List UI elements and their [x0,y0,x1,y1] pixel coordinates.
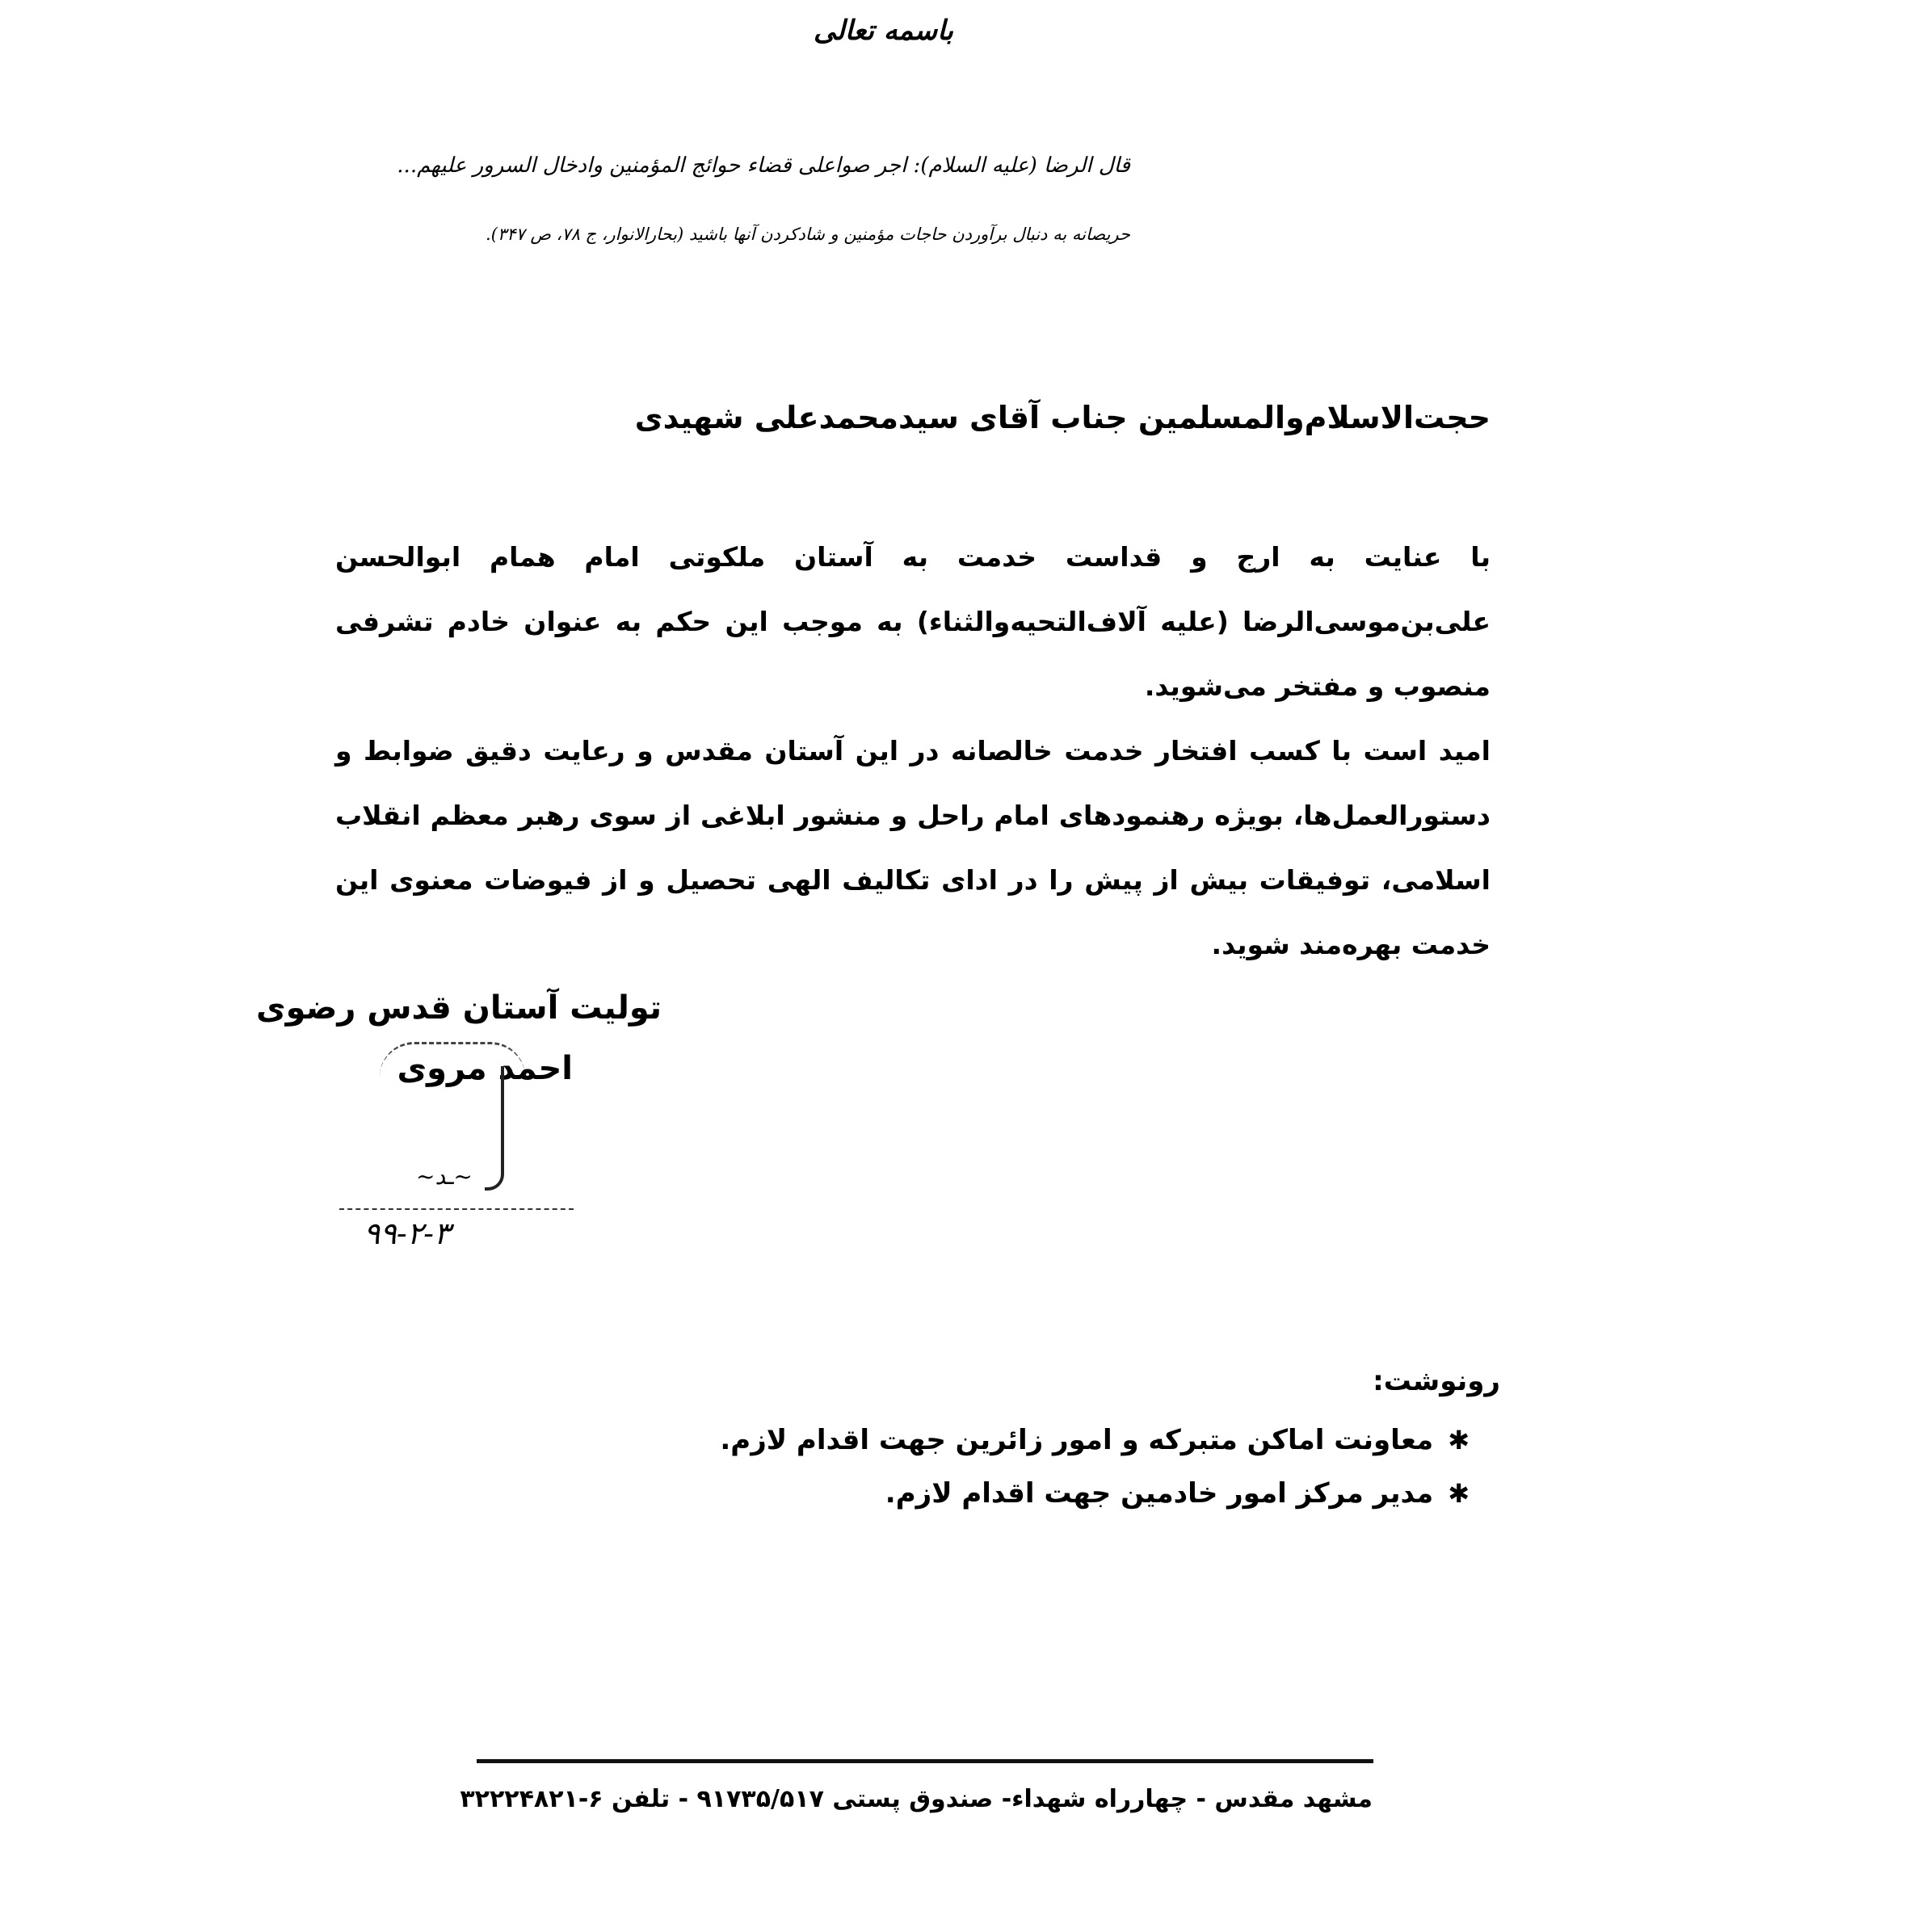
signature-vertical-stroke [485,1066,504,1191]
cc-list [720,1413,1470,1520]
signatory-name: احمد مروی [397,1050,573,1087]
hadith-persian-translation: حریصانه به دنبال برآوردن حاجات مؤمنین و شادکردن آنها باشید (بحارالانوار، ج ۷۸، ص ۳۴۷). [486,225,1130,244]
asterisk-bullet-icon: ✱ [1448,1478,1470,1509]
cc-item [720,1467,1470,1520]
footer-address: مشهد مقدس - چهارراه شهداء- صندوق پستی ۹۱۷۳۵/۵۱۷ - تلفن ۶-۳۲۲۲۴۸۲۱ [460,1785,1373,1813]
body-paragraph-2: امید است با کسب افتخار خدمت خالصانه در این آستان مقدس و رعایت دقیق ضوابط و دستورالعمل‌ها، بویژه رهنمودهای امام راحل و منشور ابلاغی از سوی رهبر معظم انقلاب اسلامی، توفیقات بیش از پیش را در ادای تکالیف الهی تحصیل و از فیوضات معنوی این خدمت بهره‌مند شوید. [335,735,1491,960]
hadith-arabic: قال الرضا (علیه السلام): اجر صواعلی قضاء حوائج المؤمنین وادخال السرور علیهم... [397,153,1130,178]
addressee-line: حجت‌الاسلام‌والمسلمین جناب آقای سیدمحمدعلی شهیدی [634,400,1491,435]
invocation-heading: باسمه تعالی [814,15,953,47]
cc-item-text: معاونت اماکن متبرکه و امور زائرین جهت اقدام لازم. [720,1424,1434,1456]
cc-label: رونوشت: [1373,1365,1500,1397]
cc-item [720,1413,1470,1467]
signatory-title: تولیت آستان قدس رضوی [255,989,662,1027]
signature-scribble: ~ـد~ [416,1163,473,1190]
signature-date: ۹۹-۲-۳ [364,1216,451,1251]
signature-underline [339,1208,574,1210]
cc-item-text: مدیر مرکز امور خادمین جهت اقدام لازم. [885,1477,1434,1510]
footer-divider [477,1759,1373,1763]
body-paragraph-1: با عنایت به ارج و قداست خدمت به آستان ملکوتی امام همام ابوالحسن علی‌بن‌موسی‌الرضا (علیه آلاف‌التحیه‌والثناء) به موجب این حکم به عنوان خادم تشرفی منصوب و مفتخر می‌شوید. [335,541,1491,702]
letter-body [335,525,1491,977]
asterisk-bullet-icon: ✱ [1448,1425,1470,1455]
